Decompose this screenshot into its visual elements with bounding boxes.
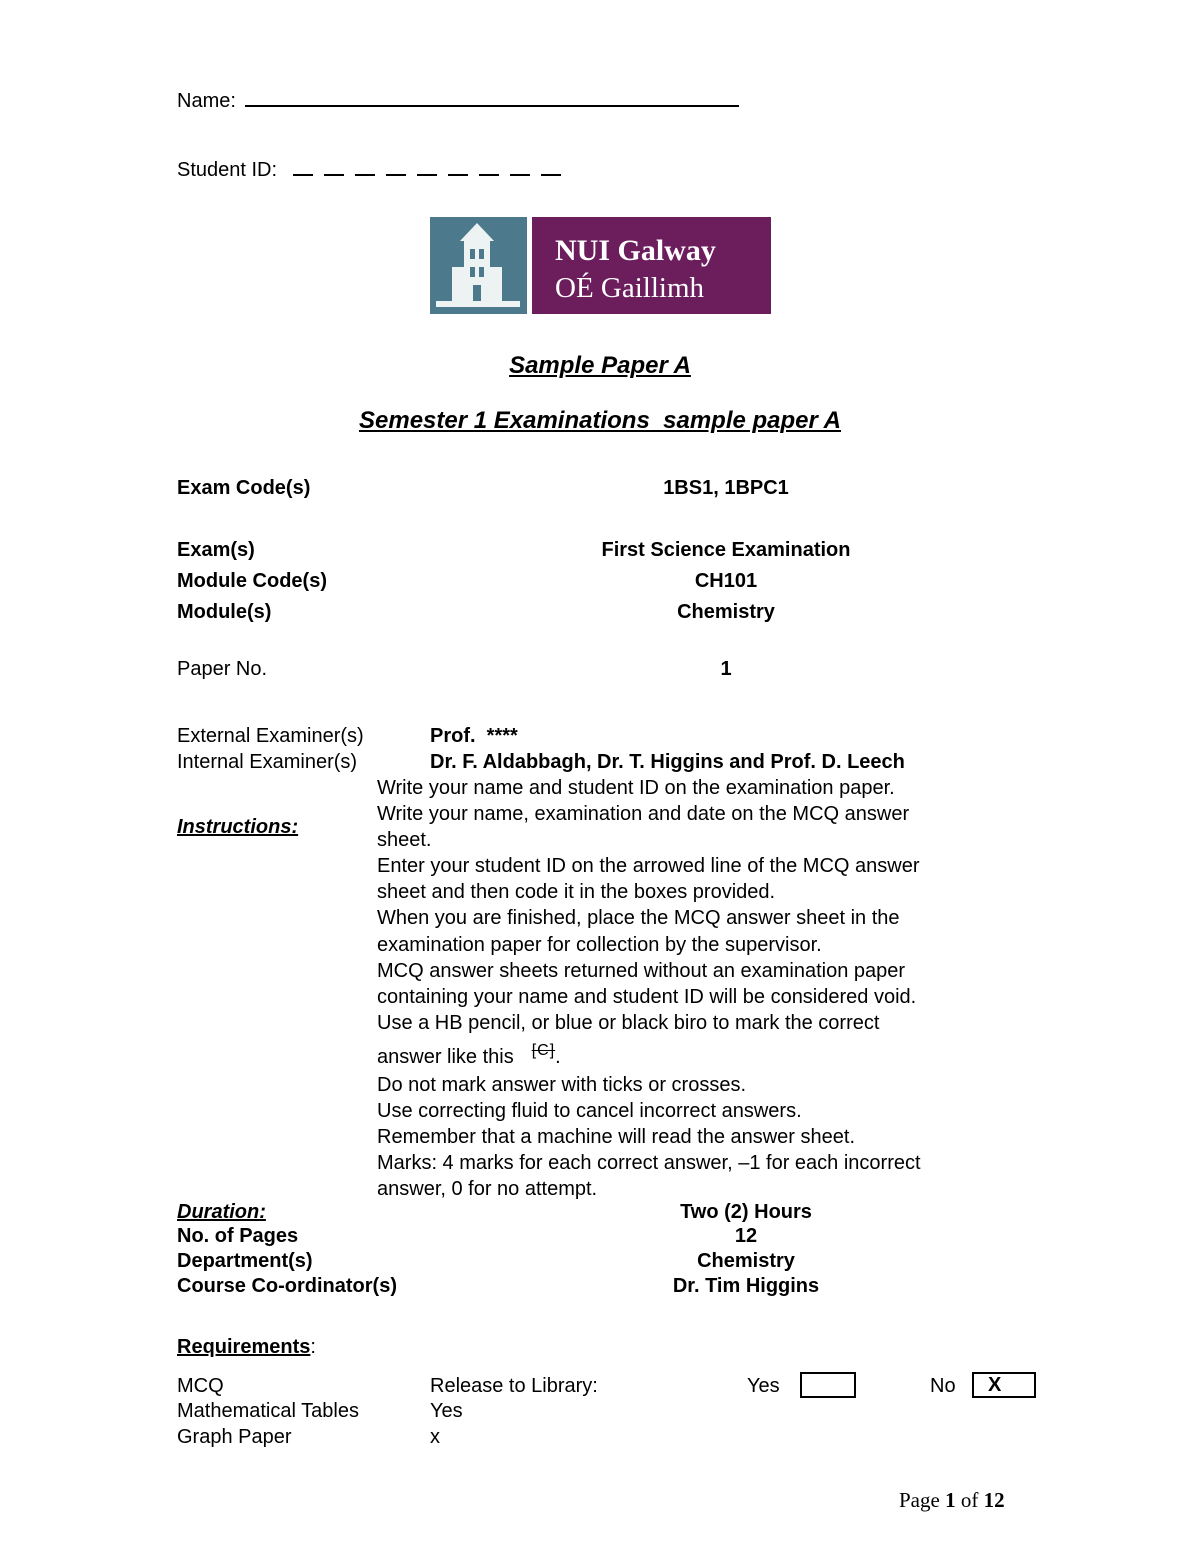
exams-value: First Science Examination: [601, 539, 851, 561]
release-label: Release to Library:: [430, 1375, 598, 1397]
student-id-label: Student ID:: [177, 159, 278, 181]
coordinator-label: Course Co-ordinator(s): [177, 1275, 397, 1297]
internal-examiner-value: Dr. F. Aldabbagh, Dr. T. Higgins and Prof. D. Leech: [430, 751, 905, 773]
instruction-line: Write your name and student ID on the examination paper.: [377, 777, 895, 799]
department-label: Department(s): [177, 1250, 313, 1272]
name-label: Name:: [177, 90, 236, 112]
page-subtitle: Semester 1 Examinations sample paper A: [359, 407, 841, 434]
student-id-digit-slot[interactable]: [448, 174, 468, 176]
student-id-dashes[interactable]: [293, 159, 572, 181]
exam-code-value: 1BS1, 1BPC1: [663, 477, 789, 499]
module-value: Chemistry: [677, 601, 775, 623]
module-code-label: Module Code(s): [177, 570, 327, 592]
requirements-colon: :: [310, 1336, 316, 1358]
page-total: 12: [983, 1488, 1005, 1512]
instruction-line: Marks: 4 marks for each correct answer, –1 for each incorrect: [377, 1152, 921, 1175]
requirements-label: Requirements: [177, 1336, 311, 1358]
math-tables-label: Mathematical Tables: [177, 1400, 359, 1422]
instructions-label: Instructions:: [177, 816, 299, 838]
name-field-row: [177, 90, 739, 113]
duration-value: Two (2) Hours: [680, 1201, 812, 1223]
instruction-line: answer, 0 for no attempt.: [377, 1178, 598, 1201]
name-line[interactable]: [245, 105, 739, 107]
page-title: Sample Paper A: [509, 352, 691, 379]
instruction-line: When you are finished, place the MCQ answer sheet in the: [377, 907, 900, 930]
instruction-line: sheet.: [377, 829, 432, 852]
student-id-digit-slot[interactable]: [386, 174, 406, 176]
logo-text-irish: OÉ Gaillimh: [555, 272, 705, 304]
exams-label: Exam(s): [177, 539, 255, 561]
duration-label: Duration:: [177, 1201, 266, 1223]
page-number: [899, 1488, 1005, 1513]
department-value: Chemistry: [697, 1250, 795, 1272]
instruction-line: Write your name, examination and date on the MCQ answer: [377, 803, 910, 826]
page-word: Page: [899, 1488, 940, 1512]
logo-text-english: NUI Galway: [555, 234, 716, 267]
graph-paper-label: Graph Paper: [177, 1426, 292, 1448]
instruction-line: answer like this [C].: [377, 1044, 921, 1072]
requirements-heading: [177, 1336, 316, 1359]
module-code-value: CH101: [694, 570, 758, 592]
module-label: Module(s): [177, 601, 272, 623]
internal-examiner-label: Internal Examiner(s): [177, 751, 358, 773]
mark-example-icon: [C]: [531, 1041, 556, 1059]
external-examiner-value: Prof. ****: [430, 725, 518, 747]
no-label: No: [930, 1375, 956, 1397]
graph-paper-value: x: [430, 1426, 440, 1448]
instructions-list: [377, 775, 921, 1203]
pages-label: No. of Pages: [177, 1225, 299, 1247]
student-id-row: [177, 159, 572, 182]
external-examiner-label: External Examiner(s): [177, 725, 364, 747]
paper-no-value: 1: [720, 658, 732, 680]
student-id-digit-slot[interactable]: [324, 174, 344, 176]
instruction-line: Remember that a machine will read the answer sheet.: [377, 1126, 856, 1149]
student-id-digit-slot[interactable]: [541, 174, 561, 176]
instruction-line: MCQ answer sheets returned without an examination paper: [377, 959, 906, 982]
release-yes-checkbox[interactable]: [800, 1372, 856, 1398]
university-crest-icon: [430, 217, 771, 314]
yes-label: Yes: [747, 1375, 780, 1397]
instruction-line: containing your name and student ID will be considered void.: [377, 985, 917, 1008]
instruction-line: Use correcting fluid to cancel incorrect answers.: [377, 1100, 802, 1123]
instruction-line: Do not mark answer with ticks or crosses.: [377, 1074, 746, 1097]
paper-no-label: Paper No.: [177, 658, 268, 680]
instruction-line: sheet and then code it in the boxes provided.: [377, 881, 776, 904]
student-id-digit-slot[interactable]: [510, 174, 530, 176]
nui-galway-logo: [430, 217, 771, 314]
student-id-digit-slot[interactable]: [355, 174, 375, 176]
instruction-line: examination paper for collection by the supervisor.: [377, 933, 822, 956]
student-id-digit-slot[interactable]: [293, 174, 313, 176]
page-current: 1: [945, 1488, 956, 1512]
instruction-line: Enter your student ID on the arrowed line of the MCQ answer: [377, 855, 920, 878]
mcq-label: MCQ: [177, 1375, 224, 1397]
student-id-digit-slot[interactable]: [417, 174, 437, 176]
coordinator-value: Dr. Tim Higgins: [672, 1275, 820, 1297]
student-id-digit-slot[interactable]: [479, 174, 499, 176]
release-no-checkbox[interactable]: X: [972, 1372, 1036, 1398]
of-word: of: [960, 1488, 979, 1512]
pages-value: 12: [734, 1225, 758, 1247]
exam-code-label: Exam Code(s): [177, 477, 311, 499]
instruction-line: Use a HB pencil, or blue or black biro to mark the correct: [377, 1011, 880, 1034]
math-tables-value: Yes: [430, 1400, 463, 1422]
